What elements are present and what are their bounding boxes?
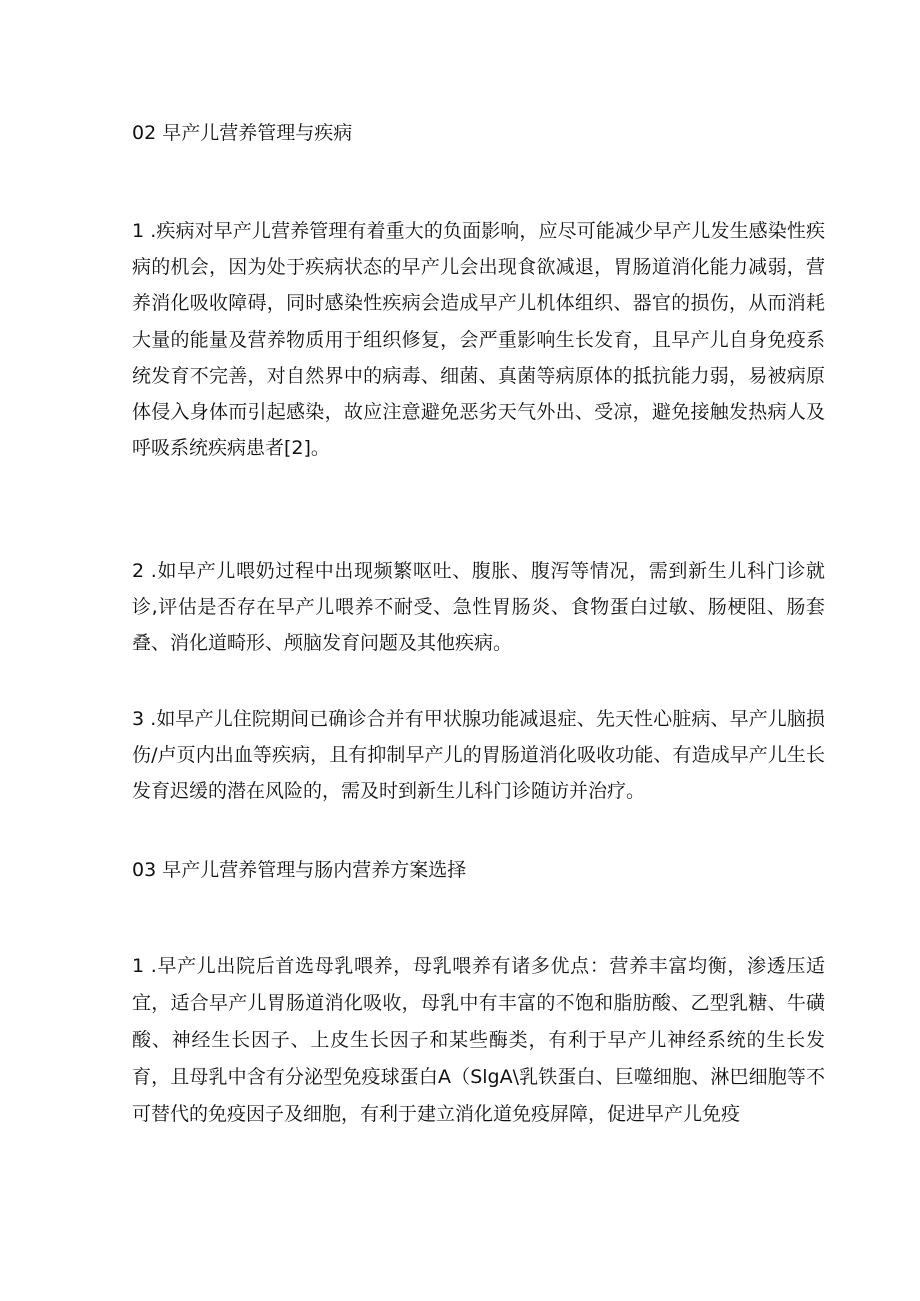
paragraph-item-2: 2 .如早产儿喂奶过程中出现频繁呕吐、腹胀、腹泻等情况，需到新生儿科门诊就诊,评估是否存在早产儿喂养不耐受、急性胃肠炎、食物蛋白过敏、肠梗阻、肠套叠、消化道畸形、颅脑发育问题及其他疾病。	[132, 560, 825, 655]
paragraph-item-3: 3 .如早产儿住院期间已确诊合并有甲状腺功能减退症、先天性心脏病、早产儿脑损伤/卢页内出血等疾病，且有抑制早产儿的胃肠道消化吸收功能、有造成早产儿生长发育迟缓的潜在风险的，需及时到新生儿科门诊随访并治疗。	[132, 708, 825, 803]
paragraph-breastfeeding: 1 .早产儿出院后首选母乳喂养，母乳喂养有诸多优点：营养丰富均衡，渗透压适宜，适合早产儿胃肠道消化吸收，母乳中有丰富的不饱和脂肪酸、乙型乳糖、牛磺酸、神经生长因子、上皮生长因子和某些酶类，有利于早产儿神经系统的生长发育，且母乳中含有分泌型免疫球蛋白A（SlgA\乳铁蛋白、巨噬细胞、淋巴细胞等不可替代的免疫因子及细胞，有利于建立消化道免疫屏障，促进早产儿免疫	[132, 955, 825, 1125]
section-heading-enteral-nutrition: 03 早产儿营养管理与肠内营养方案选择	[132, 859, 467, 881]
paragraph-item-1: 1 .疾病对早产儿营养管理有着重大的负面影响，应尽可能减少早产儿发生感染性疾病的机会，因为处于疾病状态的早产儿会出现食欲减退，胃肠道消化能力减弱，营养消化吸收障碍，同时感染性疾病会造成早产儿机体组织、器官的损伤，从而消耗大量的能量及营养物质用于组织修复，会严重影响生长发育，且早产儿自身免疫系统发育不完善，对自然界中的病毒、细菌、真菌等病原体的抵抗能力弱，易被病原体侵入身体而引起感染，故应注意避免恶劣天气外出、受凉，避免接触发热病人及呼吸系统疾病患者[2]。	[132, 220, 825, 460]
section-heading-nutrition-and-disease: 02 早产儿营养管理与疾病	[132, 122, 353, 144]
